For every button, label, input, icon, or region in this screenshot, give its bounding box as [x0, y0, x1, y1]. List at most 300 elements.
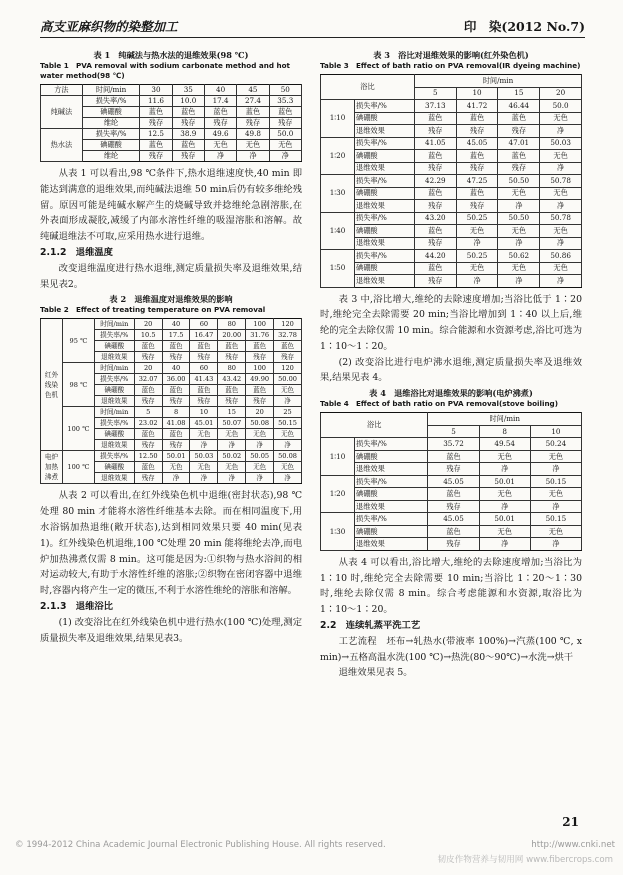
table-row: [321, 125, 582, 138]
table-cell: 净: [237, 151, 269, 162]
column-header: 浴比: [321, 75, 415, 100]
ratio-cell: 1∶30: [321, 175, 355, 213]
table-cell: 16.47: [190, 330, 218, 341]
table-cell: 无色: [162, 462, 190, 473]
table-cell: 40: [162, 363, 190, 374]
table-cell: 残存: [237, 118, 269, 129]
table-cell: 蓝色: [414, 112, 456, 125]
table-cell: 49.54: [479, 438, 530, 451]
table-cell: 损失率/%: [94, 451, 134, 462]
table1: [40, 84, 302, 162]
table-cell: 50.0: [540, 100, 582, 113]
table-cell: 50.03: [540, 137, 582, 150]
paragraph-7: 从表 4 可以看出,浴比增大,维纶的去除速度增加;当浴比为 1∶10 时,维纶完全去除需要 10 min;当浴比 1∶20～1∶30 时,维纶去除仅需 8 min。综合考虑能源和水资源,取浴比为 1∶10～1∶20。: [320, 556, 582, 616]
table-cell: 净: [540, 125, 582, 138]
table-cell: 损失率/%: [82, 96, 140, 107]
table-cell: 净: [479, 500, 530, 513]
table-cell: 20.00: [218, 330, 246, 341]
table-cell: 50.25: [456, 250, 498, 263]
table-cell: 无色: [479, 525, 530, 538]
table1-caption-en: Table 1 PVA removal with sodium carbonate method and hot water method(98 ℃): [40, 61, 290, 80]
table-cell: 45.05: [428, 475, 479, 488]
table-cell: 50.03: [190, 451, 218, 462]
table-cell: 无色: [540, 150, 582, 163]
table-cell: 80: [218, 363, 246, 374]
table-cell: 无色: [456, 262, 498, 275]
table-cell: 36.00: [162, 374, 190, 385]
table-row: [321, 513, 582, 526]
column-header: 时间/min: [428, 413, 582, 426]
column-header: 10: [530, 425, 581, 438]
table-cell: 残存: [498, 162, 540, 175]
column-header: 40: [204, 85, 236, 96]
table-cell: 无色: [540, 225, 582, 238]
column-header: 20: [540, 87, 582, 100]
table-cell: 残存: [172, 151, 204, 162]
equipment-cell: 红外线染色机: [41, 319, 63, 451]
table-cell: 蓝色: [428, 488, 479, 501]
section-2-2: 2.2 连续轧蒸平洗工艺: [320, 619, 421, 631]
table-cell: 残存: [134, 473, 162, 484]
table-cell: 残存: [190, 352, 218, 363]
table-cell: 10.0: [172, 96, 204, 107]
table-row: [321, 175, 582, 188]
table-cell: 50.01: [479, 475, 530, 488]
table-cell: 100: [246, 319, 274, 330]
table-cell: 净: [190, 473, 218, 484]
table-cell: 31.76: [246, 330, 274, 341]
table-cell: 60: [190, 363, 218, 374]
paragraph-6: (2) 改变浴比进行电炉沸水退维,测定质量损失率及退维效果,结果见表 4。: [320, 356, 582, 384]
table-cell: 10.5: [134, 330, 162, 341]
table-cell: 退维效果: [355, 237, 415, 250]
table-cell: 残存: [162, 396, 190, 407]
table-row: [321, 200, 582, 213]
table-cell: 11.6: [140, 96, 172, 107]
table-cell: 净: [274, 473, 302, 484]
table-cell: 41.05: [414, 137, 456, 150]
table-cell: 50.01: [479, 513, 530, 526]
table-cell: 蓝色: [428, 525, 479, 538]
table-cell: 44.20: [414, 250, 456, 263]
table-cell: 17.4: [204, 96, 236, 107]
table-row: [321, 438, 582, 451]
table-cell: 25: [274, 407, 302, 418]
table-cell: 47.25: [456, 175, 498, 188]
table-cell: 净: [274, 396, 302, 407]
table-cell: 残存: [414, 162, 456, 175]
table-cell: 残存: [274, 352, 302, 363]
table-cell: 净: [162, 473, 190, 484]
table-row: [321, 212, 582, 225]
temperature-cell: 100 ℃: [63, 407, 95, 451]
table1-caption: 表 1 纯碱法与热水法的退维效果(98 ℃): [93, 50, 249, 60]
table-cell: 无色: [274, 462, 302, 473]
table-cell: 50.86: [540, 250, 582, 263]
table4: [320, 412, 582, 551]
table-row: [41, 363, 302, 374]
column-header: 8: [479, 425, 530, 438]
table-cell: 12.50: [134, 451, 162, 462]
table-cell: 碘硼酸: [355, 112, 415, 125]
cnki-link[interactable]: http://www.cnki.net: [531, 840, 615, 850]
table-cell: 50.15: [274, 418, 302, 429]
table-cell: 无色: [540, 262, 582, 275]
table-cell: 蓝色: [414, 262, 456, 275]
table-cell: 残存: [190, 396, 218, 407]
table-cell: 净: [498, 200, 540, 213]
table-cell: 净: [498, 237, 540, 250]
table-cell: 残存: [140, 151, 172, 162]
section-2-1-3: 2.1.3 退维浴比: [40, 600, 113, 612]
table-row: [321, 250, 582, 263]
table-cell: 50.08: [274, 451, 302, 462]
table-cell: 碘硼酸: [94, 385, 134, 396]
table-cell: 残存: [218, 352, 246, 363]
ratio-cell: 1∶20: [321, 137, 355, 175]
table-cell: 残存: [218, 396, 246, 407]
table-cell: 退维效果: [355, 463, 428, 476]
table-cell: 净: [269, 151, 301, 162]
table-cell: 残存: [134, 352, 162, 363]
table-cell: 蓝色: [456, 187, 498, 200]
table-cell: 蓝色: [172, 140, 204, 151]
table-cell: 无色: [498, 262, 540, 275]
table-cell: 残存: [498, 125, 540, 138]
table-cell: 无色: [190, 462, 218, 473]
table-cell: 37.13: [414, 100, 456, 113]
table2-caption-en: Table 2 Effect of treating temperature on PVA removal: [40, 305, 266, 315]
table-cell: 蓝色: [274, 341, 302, 352]
table-cell: 38.9: [172, 129, 204, 140]
table-cell: 损失率/%: [94, 418, 134, 429]
table-row: [321, 112, 582, 125]
table-row: [321, 538, 582, 551]
table-cell: 无色: [246, 462, 274, 473]
table-cell: 碘硼酸: [355, 525, 428, 538]
table-cell: 净: [530, 538, 581, 551]
table-cell: 蓝色: [134, 429, 162, 440]
table-cell: 50.78: [540, 175, 582, 188]
table-row: [41, 85, 302, 96]
table-cell: 蓝色: [140, 140, 172, 151]
table-cell: 蓝色: [204, 107, 236, 118]
table-cell: 蓝色: [134, 341, 162, 352]
table-row: [321, 100, 582, 113]
table-cell: 损失率/%: [94, 330, 134, 341]
table-row: [321, 463, 582, 476]
table-cell: 碘硼酸: [355, 187, 415, 200]
table-cell: 41.43: [190, 374, 218, 385]
table-cell: 净: [456, 275, 498, 288]
table-cell: 8: [162, 407, 190, 418]
table-cell: 60: [190, 319, 218, 330]
table-cell: 残存: [414, 200, 456, 213]
table-cell: 损失率/%: [355, 513, 428, 526]
table-cell: 残存: [456, 162, 498, 175]
table-cell: 残存: [428, 538, 479, 551]
table-cell: 无色: [190, 429, 218, 440]
footer: [15, 840, 615, 850]
temperature-cell: 95 ℃: [63, 319, 95, 363]
table-cell: 20: [134, 319, 162, 330]
table-row: [321, 275, 582, 288]
table-cell: 无色: [479, 450, 530, 463]
table-cell: 40: [162, 319, 190, 330]
table-cell: 损失率/%: [355, 212, 415, 225]
table-cell: 32.78: [274, 330, 302, 341]
table-cell: 50.05: [246, 451, 274, 462]
table-cell: 碘硼酸: [355, 225, 415, 238]
table-cell: 净: [540, 162, 582, 175]
table-cell: 无色: [204, 140, 236, 151]
table-cell: 无色: [456, 225, 498, 238]
table-cell: 退维效果: [94, 396, 134, 407]
table-row: [41, 129, 302, 140]
page-number: 21: [562, 815, 579, 829]
ratio-cell: 1∶50: [321, 250, 355, 288]
table-cell: 蓝色: [246, 385, 274, 396]
temperature-cell: 98 ℃: [63, 363, 95, 407]
table-cell: 净: [530, 463, 581, 476]
table3: [320, 74, 582, 288]
table-cell: 退维效果: [355, 500, 428, 513]
table-row: [321, 187, 582, 200]
table-cell: 100: [246, 363, 274, 374]
table-row: [321, 237, 582, 250]
table-cell: 净: [530, 500, 581, 513]
table-cell: 残存: [414, 125, 456, 138]
table-cell: 20: [246, 407, 274, 418]
table-cell: 蓝色: [140, 107, 172, 118]
table-cell: 碘硼酸: [82, 140, 140, 151]
table-cell: 无色: [498, 225, 540, 238]
equipment-cell: 电炉加热沸煮: [41, 451, 63, 484]
table-cell: 维纶: [82, 118, 140, 129]
table-cell: 32.07: [134, 374, 162, 385]
table-cell: 35.3: [269, 96, 301, 107]
table4-caption-en: Table 4 Effect of bath ratio on PVA removal(stove boiling): [320, 399, 558, 409]
table-row: [41, 451, 302, 462]
table-cell: 蓝色: [414, 150, 456, 163]
table-cell: 残存: [456, 125, 498, 138]
table-cell: 无色: [540, 187, 582, 200]
table-cell: 49.90: [246, 374, 274, 385]
column-header: 时间/min: [414, 75, 581, 88]
table-row: [41, 319, 302, 330]
table-cell: 蓝色: [414, 225, 456, 238]
table-cell: 退维效果: [94, 352, 134, 363]
ratio-cell: 1∶10: [321, 438, 355, 476]
table-cell: 50.07: [218, 418, 246, 429]
table-cell: 50.08: [246, 418, 274, 429]
paragraph-4: (1) 改变浴比在红外线染色机中进行热水(100 ℃)处理,测定质量损失率及退维效果,结果见表3。: [40, 616, 302, 644]
table-cell: 残存: [162, 440, 190, 451]
table-cell: 退维效果: [355, 125, 415, 138]
table-cell: 蓝色: [134, 385, 162, 396]
table-cell: 损失率/%: [355, 250, 415, 263]
table-row: [321, 75, 582, 88]
paragraph-3: 从表 2 可以看出,在红外线染色机中退维(密封状态),98 ℃处理 80 min 才能将水溶性纤维基本去除。而在相同温度下,用水浴锅加热退维(敞开状态),达到相同效果只要 40 min(见表 1)。红外线染色机退维,100 ℃处理 20 min 能将维纶去净,而电炉加热沸煮仅需 8 min。这可能是因为:①织物与热水浴间的相对运动较大,有助于水溶性纤维的溶胀;②织物在密闭容器中退维时,容器内将产生一定的微压,不利于水溶性维纶的溶胀和溶解。: [40, 490, 302, 597]
column-header: 时间/min: [82, 85, 140, 96]
table-cell: 49.8: [237, 129, 269, 140]
table-cell: 损失率/%: [94, 374, 134, 385]
ratio-cell: 1∶10: [321, 100, 355, 138]
table-cell: 残存: [414, 237, 456, 250]
table-cell: 净: [246, 440, 274, 451]
copyright-notice: © 1994-2012 China Academic Journal Electronic Publishing House. All rights reserved.: [15, 840, 386, 850]
table-cell: 蓝色: [246, 341, 274, 352]
table-cell: 50.78: [540, 212, 582, 225]
table-cell: 净: [204, 151, 236, 162]
table-cell: 退维效果: [355, 538, 428, 551]
running-header: [40, 16, 585, 38]
table3-caption-en: Table 3 Effect of bath ratio on PVA removal(IR dyeing machine): [320, 61, 581, 70]
table-cell: 蓝色: [498, 112, 540, 125]
method-cell: 纯碱法: [41, 96, 83, 129]
table-cell: 损失率/%: [355, 137, 415, 150]
table-cell: 时间/min: [94, 407, 134, 418]
table-cell: 残存: [246, 396, 274, 407]
table-cell: 50.00: [274, 374, 302, 385]
table-cell: 残存: [162, 352, 190, 363]
table-row: [321, 488, 582, 501]
table-cell: 无色: [540, 112, 582, 125]
table-cell: 损失率/%: [355, 175, 415, 188]
table-cell: 42.29: [414, 175, 456, 188]
table-cell: 残存: [204, 118, 236, 129]
table-cell: 碘硼酸: [94, 429, 134, 440]
table-cell: 无色: [530, 450, 581, 463]
table-cell: 退维效果: [355, 200, 415, 213]
table-cell: 17.5: [162, 330, 190, 341]
table-row: [321, 413, 582, 426]
table-cell: 蓝色: [456, 112, 498, 125]
table-cell: 残存: [414, 275, 456, 288]
table-cell: 净: [190, 440, 218, 451]
table-row: [321, 137, 582, 150]
table-cell: 退维效果: [355, 162, 415, 175]
column-header: 10: [456, 87, 498, 100]
table-cell: 41.72: [456, 100, 498, 113]
table-cell: 净: [498, 275, 540, 288]
table-cell: 50.02: [218, 451, 246, 462]
table-cell: 43.20: [414, 212, 456, 225]
table-cell: 碘硼酸: [355, 150, 415, 163]
table-cell: 49.6: [204, 129, 236, 140]
table-cell: 碘硼酸: [94, 462, 134, 473]
paragraph-1: 从表 1 可以看出,98 ℃条件下,热水退维速度快,40 min 即能达到满意的退维效果,而纯碱法退维 50 min后仍有较多维纶残留。原因可能是纯碱水解产生的烧碱导致并捻维纶急剧溶胀,在外表面形成凝胶,减缓了内部水溶性纤维的吸湿溶胀和溶解。故纯碱退维法不可取,应采用热水进行退维。: [40, 168, 302, 243]
table-cell: 50.01: [162, 451, 190, 462]
table-cell: 残存: [172, 118, 204, 129]
column-header: 35: [172, 85, 204, 96]
table-row: [321, 475, 582, 488]
table-row: [321, 525, 582, 538]
table-cell: 残存: [246, 352, 274, 363]
table-cell: 残存: [428, 463, 479, 476]
table-cell: 残存: [269, 118, 301, 129]
table-cell: 23.02: [134, 418, 162, 429]
table-cell: 碘硼酸: [355, 262, 415, 275]
table-cell: 碘硼酸: [355, 450, 428, 463]
table-cell: 12.5: [140, 129, 172, 140]
table-cell: 50.0: [269, 129, 301, 140]
table-row: [321, 450, 582, 463]
table-cell: 损失率/%: [82, 129, 140, 140]
column-header: 30: [140, 85, 172, 96]
table-cell: 残存: [134, 396, 162, 407]
ratio-cell: 1∶20: [321, 475, 355, 513]
table-row: [321, 262, 582, 275]
table-cell: 120: [274, 363, 302, 374]
table-cell: 50.25: [456, 212, 498, 225]
table-cell: 损失率/%: [355, 475, 428, 488]
table-cell: 15: [218, 407, 246, 418]
table-cell: 蓝色: [218, 385, 246, 396]
table-cell: 蓝色: [172, 107, 204, 118]
table-cell: 蓝色: [414, 187, 456, 200]
paragraph-8: 工艺流程 坯布→轧热水(带液率 100%)→汽蒸(100 ℃, x min)→五格高温水洗(100 ℃)→热洗(80～90℃)→水洗→烘干: [320, 635, 582, 663]
table-row: [321, 500, 582, 513]
section-2-1-2: 2.1.2 退维温度: [40, 246, 113, 258]
table3-caption: 表 3 浴比对退维效果的影响(红外染色机): [373, 50, 529, 60]
table-cell: 净: [246, 473, 274, 484]
table-cell: 50.15: [530, 513, 581, 526]
table-cell: 净: [218, 473, 246, 484]
table-cell: 43.42: [218, 374, 246, 385]
table-cell: 碘硼酸: [94, 341, 134, 352]
table-cell: 蓝色: [190, 385, 218, 396]
table-cell: 无色: [237, 140, 269, 151]
table-cell: 净: [540, 275, 582, 288]
table-cell: 无色: [269, 140, 301, 151]
table-cell: 损失率/%: [355, 100, 415, 113]
table-cell: 残存: [134, 440, 162, 451]
right-column: [320, 50, 582, 681]
temperature-cell: 100 ℃: [63, 451, 95, 484]
table2: [40, 318, 302, 484]
table-cell: 50.50: [498, 175, 540, 188]
table-cell: 46.44: [498, 100, 540, 113]
table-cell: 无色: [498, 187, 540, 200]
column-header: 45: [237, 85, 269, 96]
table-cell: 残存: [140, 118, 172, 129]
column-header: 方法: [41, 85, 83, 96]
table-cell: 净: [456, 237, 498, 250]
table-cell: 无色: [479, 488, 530, 501]
table-cell: 45.05: [428, 513, 479, 526]
table-cell: 27.4: [237, 96, 269, 107]
table-cell: 损失率/%: [355, 438, 428, 451]
table-cell: 蓝色: [162, 341, 190, 352]
table-cell: 120: [274, 319, 302, 330]
table4-caption: 表 4 退维浴比对退维效果的影响(电炉沸煮): [369, 388, 533, 399]
table-cell: 碘硼酸: [355, 488, 428, 501]
table-cell: 退维效果: [94, 440, 134, 451]
table-cell: 净: [540, 200, 582, 213]
column-header: 50: [269, 85, 301, 96]
table-cell: 净: [479, 463, 530, 476]
table-row: [321, 225, 582, 238]
table-cell: 20: [134, 363, 162, 374]
table-cell: 蓝色: [162, 429, 190, 440]
table-cell: 净: [218, 440, 246, 451]
table-row: [41, 96, 302, 107]
table-cell: 45.01: [190, 418, 218, 429]
column-header: 15: [498, 87, 540, 100]
table-cell: 蓝色: [237, 107, 269, 118]
paragraph-2: 改变退维温度进行热水退维,测定质量损失率及退维效果,结果见表2。: [40, 262, 302, 290]
